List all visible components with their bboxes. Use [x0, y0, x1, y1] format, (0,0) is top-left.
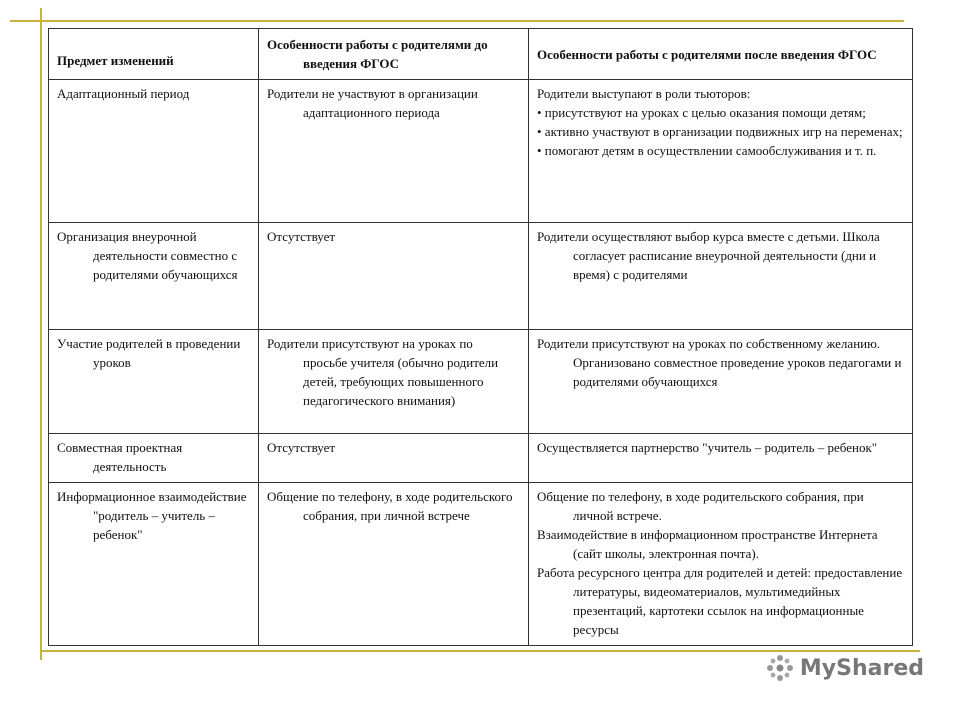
row-subject-cell: Совместная проектная деятельность: [49, 434, 259, 483]
decorative-left-rule: [40, 8, 42, 660]
myshared-logo-icon: [766, 654, 794, 682]
row-before-cell: Общение по телефону, в ходе родительского собрания, при личной встрече: [259, 483, 529, 646]
row-subject-cell: Адаптационный период: [49, 80, 259, 223]
table-row: [49, 330, 913, 434]
header-subject: Предмет изменений: [49, 29, 259, 80]
row-subject-cell: Участие родителей в проведении уроков: [49, 330, 259, 434]
row-after-cell: Осуществляется партнерство "учитель – родитель – ребенок": [529, 434, 913, 483]
table-row: [49, 223, 913, 330]
header-before: Особенности работы с родителями до введения ФГОС: [259, 29, 529, 80]
myshared-watermark: [766, 654, 924, 682]
row-after-cell: Общение по телефону, в ходе родительского собрания, при личной встрече. Взаимодействие в информационном пространстве Интернета (сайт школы, электронная почта). Работа ресурсного центра для родителей и детей: предоставление литературы, видеоматериалов, мультимедийных презентаций, картотеки ссылок на информационные ресурсы: [529, 483, 913, 646]
table-row: [49, 483, 913, 646]
row-after-cell: Родители выступают в роли тьюторов: • присутствуют на уроках с целью оказания помощи детям; • активно участвуют в организации подвижных игр на переменах; • помогают детям в осуществлении самообслуживания и т. п.: [529, 80, 913, 223]
row-after-cell: Родители присутствуют на уроках по собственному желанию. Организовано совместное проведение уроков педагогами и родителями обучающихся: [529, 330, 913, 434]
row-after-cell: Родители осуществляют выбор курса вместе с детьми. Школа согласует расписание внеурочной деятельности (дни и время) с родителями: [529, 223, 913, 330]
decorative-bottom-rule: [40, 650, 920, 652]
row-before-cell: Родители не участвуют в организации адаптационного периода: [259, 80, 529, 223]
table-row: [49, 80, 913, 223]
decorative-top-rule: [10, 20, 904, 22]
watermark-text: MyShared: [799, 655, 924, 681]
table-header-row: [49, 29, 913, 80]
header-after: Особенности работы с родителями после введения ФГОС: [529, 29, 913, 80]
comparison-table: [48, 28, 913, 646]
row-subject-cell: Информационное взаимодействие "родитель – учитель – ребенок": [49, 483, 259, 646]
row-before-cell: Отсутствует: [259, 434, 529, 483]
row-before-cell: Отсутствует: [259, 223, 529, 330]
row-subject-cell: Организация внеурочной деятельности совместно с родителями обучающихся: [49, 223, 259, 330]
row-before-cell: Родители присутствуют на уроках по просьбе учителя (обычно родители детей, требующих повышенного педагогического внимания): [259, 330, 529, 434]
table-row: [49, 434, 913, 483]
